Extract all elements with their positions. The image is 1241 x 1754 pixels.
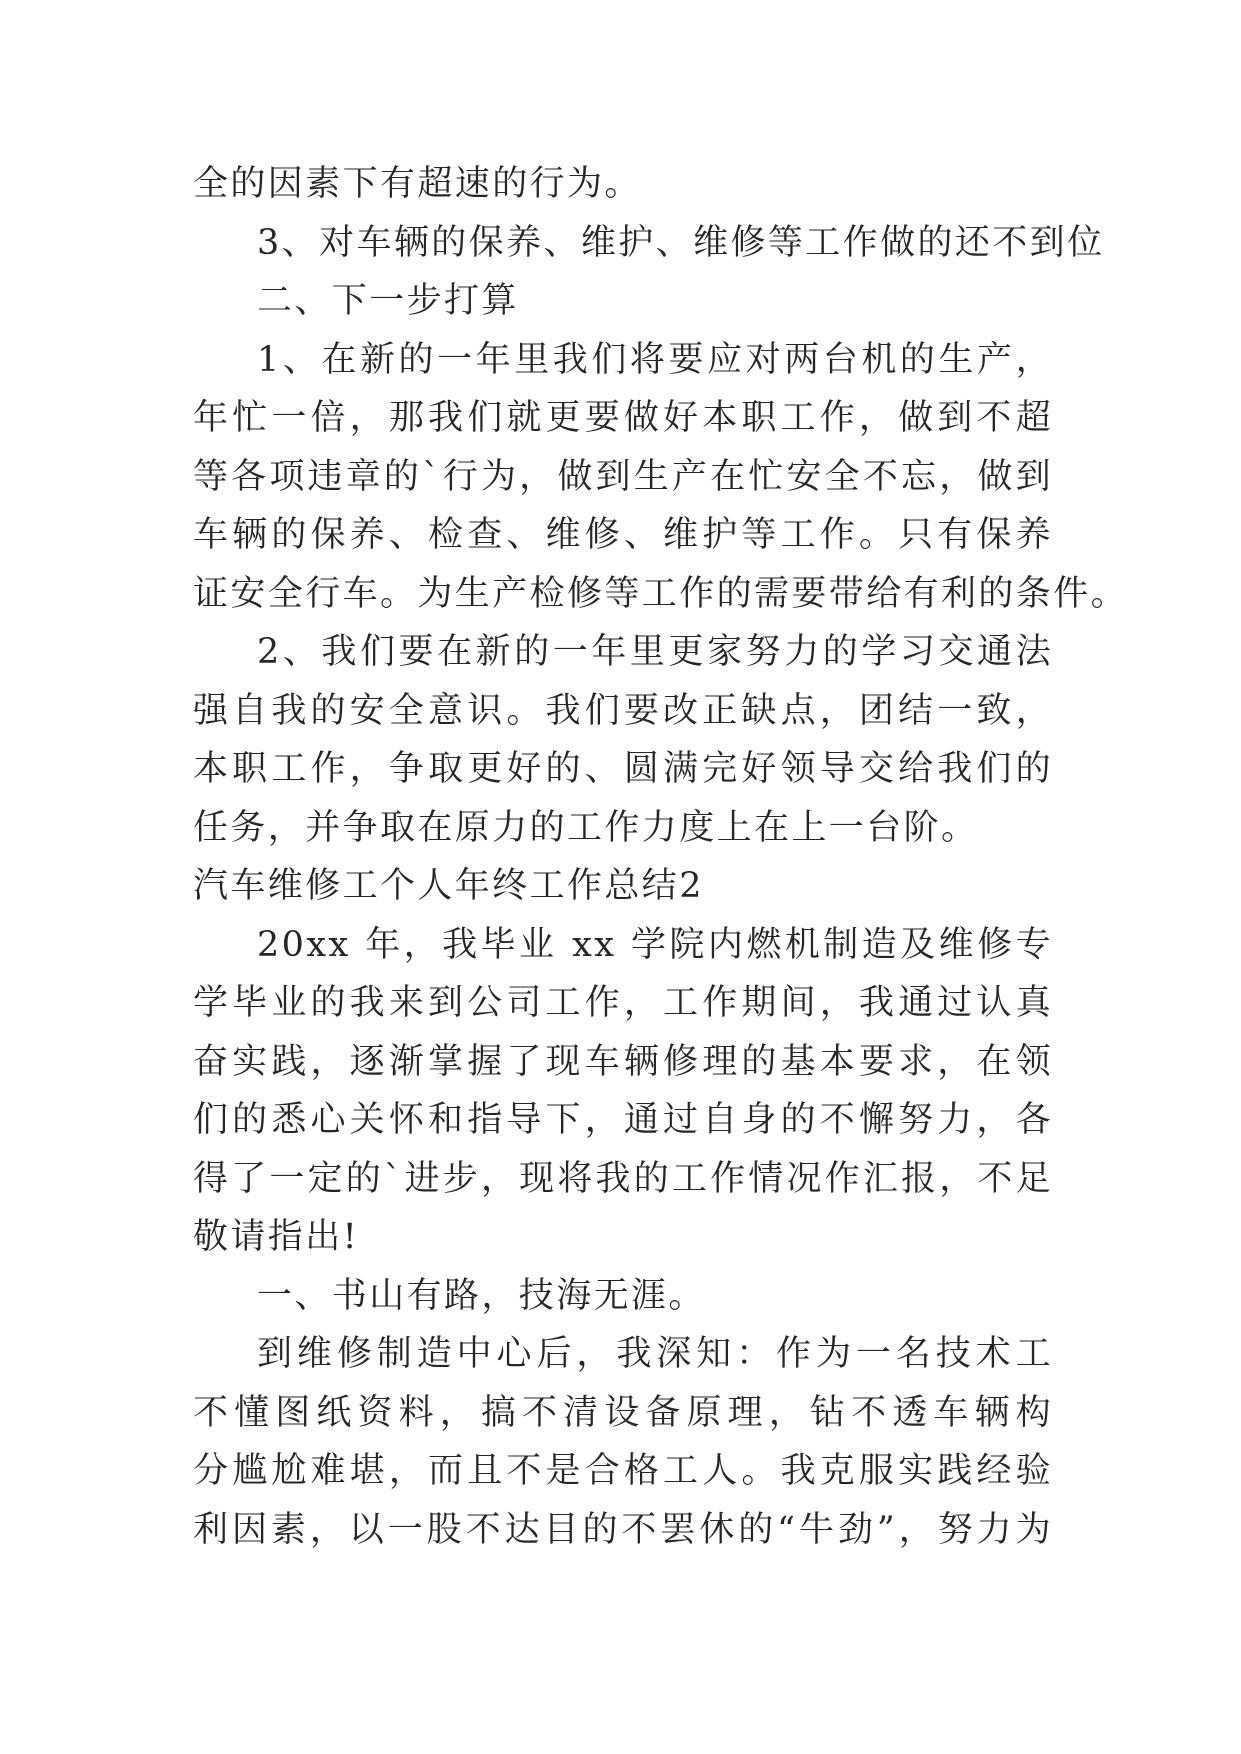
text-line: 等各项违章的`行为，做到生产在忙安全不忘，做到 (193, 456, 1053, 497)
text-line: 强自我的安全意识。我们要改正缺点，团结一致， (193, 690, 1053, 731)
text-line: 20xx 年，我毕业 xx 学院内燃机制造及维修专 (257, 924, 1053, 965)
text-line: 汽车维修工个人年终工作总结2 (193, 866, 704, 906)
text-line: 敬请指出! (193, 1217, 360, 1257)
document-body (193, 155, 1129, 1559)
text-line: 全的因素下有超速的行为。 (193, 164, 642, 204)
text-line: 3、对车辆的保养、维护、维修等工作做的还不到位 (257, 222, 1105, 263)
text-line: 利因素，以一股不达目的不罢休的“牛劲”，努力为 (193, 1509, 1053, 1550)
text-line: 奋实践，逐渐掌握了现车辆修理的基本要求，在领 (193, 1041, 1053, 1082)
text-line: 2、我们要在新的一年里更家努力的学习交通法 (257, 632, 1053, 672)
text-line: 车辆的保养、检查、维修、维护等工作。只有保养 (193, 515, 1053, 555)
text-line: 1、在新的一年里我们将要应对两台机的生产， (257, 339, 1053, 380)
text-line: 二、下一步打算 (257, 281, 519, 321)
text-line: 不懂图纸资料，搞不清设备原理，钻不透车辆构 (193, 1392, 1053, 1433)
text-line: 一、书山有路，技海无涯。 (257, 1275, 706, 1316)
text-line: 分尴尬难堪，而且不是合格工人。我克服实践经验 (193, 1451, 1053, 1491)
text-line: 学毕业的我来到公司工作，工作期间，我通过认真 (193, 983, 1053, 1023)
text-line: 年忙一倍，那我们就更要做好本职工作，做到不超 (193, 398, 1053, 438)
text-line: 到维修制造中心后，我深知：作为一名技术工 (257, 1334, 1053, 1374)
text-line: 本职工作，争取更好的、圆满完好领导交给我们的 (193, 749, 1053, 789)
text-line: 们的悉心关怀和指导下，通过自身的不懈努力，各 (193, 1100, 1053, 1140)
text-line: 得了一定的`进步，现将我的工作情况作汇报，不足 (193, 1158, 1053, 1199)
text-line: 证安全行车。为生产检修等工作的需要带给有利的条件。 (193, 573, 1129, 614)
text-line: 任务，并争取在原力的工作力度上在上一台阶。 (193, 807, 979, 848)
